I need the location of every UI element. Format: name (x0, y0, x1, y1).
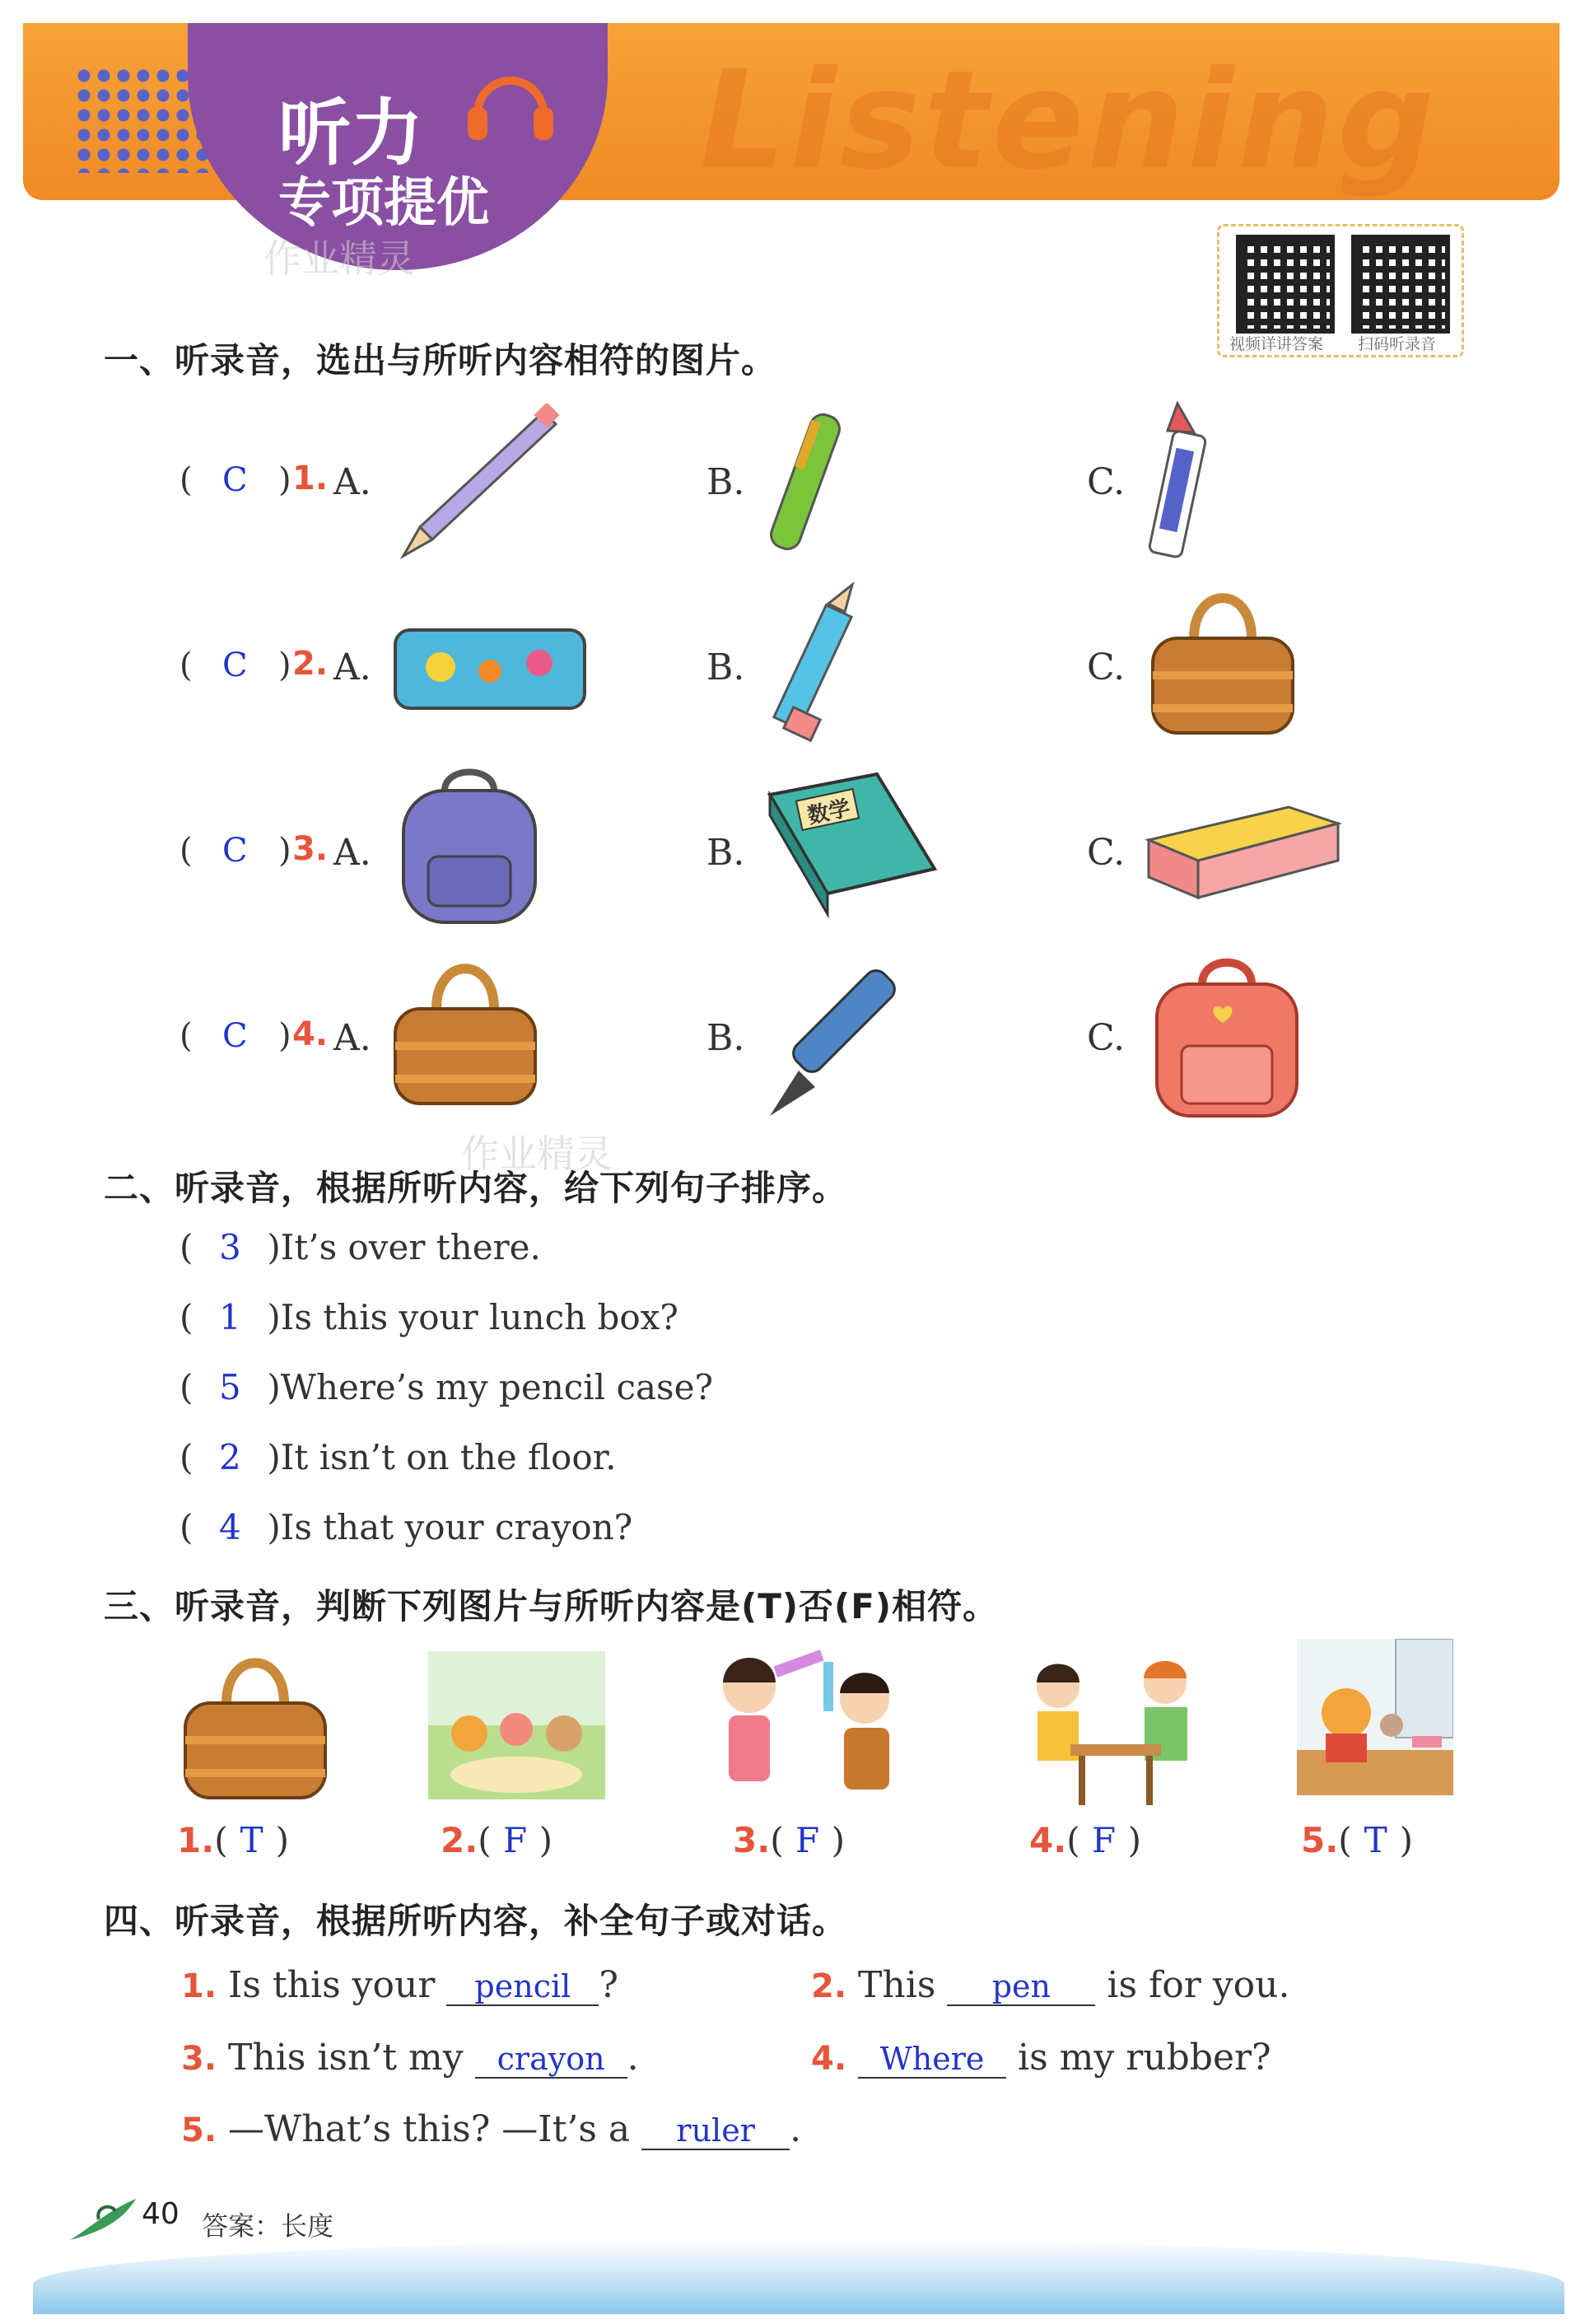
answer-blank: pen (947, 1968, 1095, 2006)
crayon-icon (1136, 399, 1219, 568)
item-number: 1. (177, 1820, 215, 1860)
sentence: Where’s my pencil case? (280, 1367, 713, 1407)
sentence-after: . (627, 2037, 639, 2079)
answer: 4 (219, 1507, 241, 1547)
option-label: B. (706, 646, 745, 688)
answer: 3 (219, 1227, 241, 1267)
answer: F (1092, 1820, 1117, 1860)
question-number: 1. (292, 460, 329, 497)
question-row (0, 581, 1590, 745)
paren-open: ( (180, 646, 193, 684)
option-label: A. (333, 461, 371, 503)
qr-caption-audio: 扫码听录音 (1358, 335, 1437, 353)
sentence-before: —What’s this? —It’s a (228, 2108, 631, 2150)
pencil-icon (387, 404, 560, 568)
lunch-box-icon (387, 951, 543, 1116)
item-number: 1. (181, 1967, 217, 2005)
book-icon (762, 770, 943, 926)
item-number: 3. (181, 2040, 217, 2078)
classroom-scene (1013, 1645, 1210, 1810)
fill-item (181, 2108, 801, 2150)
question-number: 2. (292, 645, 329, 683)
paren-close: ) (278, 646, 291, 684)
fill-item (181, 2037, 639, 2079)
fountain-pen-icon (762, 951, 935, 1124)
item-number: 3. (733, 1820, 771, 1860)
children-scene (692, 1645, 922, 1810)
fill-item (811, 1964, 1289, 2006)
sentence: Is that your crayon? (280, 1507, 633, 1547)
sentence: It isn’t on the floor. (280, 1437, 617, 1477)
section3-heading: 三、听录音，判断下列图片与所听内容是(T)否(F)相符。 (104, 1586, 999, 1626)
footer-wave (33, 2240, 1564, 2314)
pen-icon (758, 404, 856, 568)
option-label: A. (333, 646, 371, 688)
sentence-after: ? (599, 1964, 618, 2006)
fill-item (181, 1964, 618, 2006)
question-number: 4. (292, 1015, 329, 1053)
headphone-icon (461, 56, 560, 155)
section1-heading: 一、听录音，选出与所听内容相符的图片。 (104, 340, 777, 380)
sentence-before: This isn’t my (228, 2037, 464, 2079)
list-item: ( 1 )Is this your lunch box? (180, 1297, 678, 1337)
item-number: 4. (1029, 1820, 1067, 1860)
answer-blank: crayon (475, 2041, 627, 2079)
tf-item: 3.( F ) (733, 1820, 845, 1860)
pencil-icon (766, 581, 865, 749)
desk-scene (1297, 1639, 1453, 1795)
list-item: ( 2 )It isn’t on the floor. (180, 1437, 617, 1477)
page-number: 40 (142, 2197, 180, 2231)
page-title: 听力 (278, 91, 424, 175)
option-label: C. (1087, 1017, 1126, 1059)
rubber-icon (1140, 791, 1346, 906)
section4-heading: 四、听录音，根据所听内容，补全句子或对话。 (104, 1901, 848, 1941)
dragonfly-icon (66, 2195, 140, 2244)
answer: 1 (219, 1297, 241, 1337)
watermark: 作业精灵 (263, 236, 415, 281)
qr-code-answers[interactable] (1236, 235, 1335, 334)
answer-blank: pencil (446, 1968, 599, 2006)
sentence-after: is for you. (1107, 1964, 1290, 2006)
qr-panel (1217, 224, 1464, 357)
pencil-case-icon (391, 618, 589, 716)
fill-item (811, 2037, 1271, 2079)
paren-close: ) (278, 832, 291, 870)
option-label: A. (333, 832, 371, 874)
qr-code-audio[interactable] (1351, 235, 1450, 334)
option-label: C. (1087, 646, 1126, 688)
answer: 5 (219, 1367, 241, 1407)
question-number: 3. (292, 830, 329, 868)
question-row (0, 951, 1590, 1116)
answer: C (222, 646, 248, 684)
list-item: ( 5 )Where’s my pencil case? (180, 1367, 713, 1407)
answer: C (222, 461, 248, 499)
option-label: A. (333, 1017, 371, 1059)
picnic-scene (428, 1651, 605, 1799)
paren-open: ( (180, 832, 193, 870)
banner-word: Listening (700, 41, 1438, 199)
lunch-box-icon (177, 1645, 333, 1802)
tf-item: 4.( F ) (1029, 1820, 1141, 1860)
list-item: ( 3 )It’s over there. (180, 1227, 541, 1267)
answer: 2 (219, 1437, 241, 1477)
watermark: 作业精灵 (461, 1132, 613, 1176)
list-item: ( 4 )Is that your crayon? (180, 1507, 633, 1547)
paren-open: ( (180, 461, 193, 499)
item-number: 2. (441, 1820, 478, 1860)
paren-open: ( (180, 1017, 193, 1055)
bag-icon (387, 766, 552, 931)
option-label: C. (1087, 461, 1126, 503)
bag-icon (1145, 955, 1309, 1120)
answer: T (240, 1820, 263, 1860)
item-number: 4. (811, 2040, 847, 2078)
option-label: C. (1087, 832, 1126, 874)
answer: F (503, 1820, 528, 1860)
item-number: 5. (1301, 1820, 1339, 1860)
sentence: It’s over there. (280, 1227, 541, 1267)
answer-blank: Where (858, 2041, 1006, 2079)
option-label: B. (706, 1017, 745, 1059)
sentence: Is this your lunch box? (280, 1297, 678, 1337)
sentence-after: . (790, 2108, 802, 2150)
answer: T (1364, 1820, 1387, 1860)
answer-note: 答案：长度 (202, 2210, 334, 2242)
paren-close: ) (278, 461, 291, 499)
answer: C (222, 1017, 248, 1055)
question-row (0, 395, 1590, 560)
lunch-box-icon (1145, 581, 1301, 745)
question-row (0, 766, 1590, 931)
tf-item: 5.( T ) (1301, 1820, 1413, 1860)
tf-item: 2.( F ) (441, 1820, 553, 1860)
book-label: 数学 (805, 796, 853, 829)
tf-item: 1.( T ) (177, 1820, 289, 1860)
sentence-before: Is this your (228, 1964, 436, 2006)
item-number: 2. (811, 1967, 847, 2005)
answer: C (222, 832, 248, 870)
page-subtitle: 专项提优 (278, 173, 489, 234)
sentence-after: is my rubber? (1018, 2037, 1271, 2079)
option-label: B. (706, 461, 745, 503)
answer: F (795, 1820, 820, 1860)
qr-caption-answers: 视频详讲答案 (1229, 335, 1324, 353)
sentence-before: This (858, 1964, 936, 2006)
paren-close: ) (278, 1017, 291, 1055)
item-number: 5. (181, 2112, 217, 2149)
section2-heading: 二、听录音，根据所听内容，给下列句子排序。 (104, 1168, 848, 1208)
option-label: B. (706, 832, 745, 874)
answer-blank: ruler (641, 2112, 790, 2150)
